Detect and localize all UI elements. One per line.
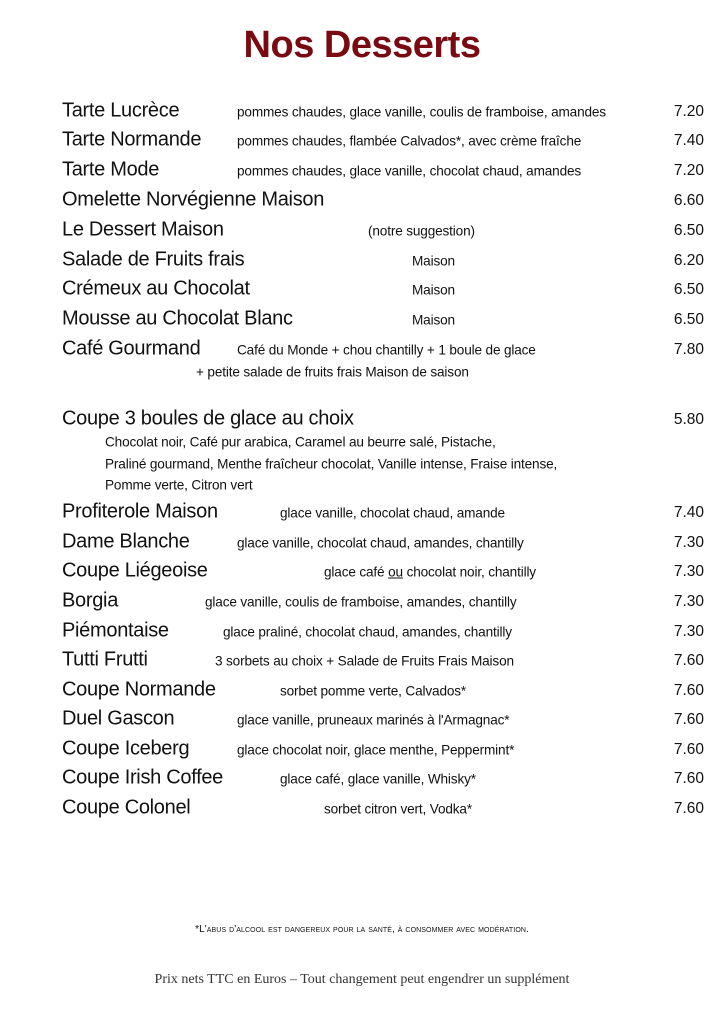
dessert-description: pommes chaudes, glace vanille, coulis de framboise, amandes [237,104,606,120]
dessert-price: 7.60 [673,770,704,787]
dessert-name: Café Gourmand [62,337,201,360]
dessert-price: 7.30 [673,623,704,640]
dessert-price: 6.50 [673,222,704,239]
dessert-description: Maison [412,253,455,269]
dessert-name: Dame Blanche [62,530,190,553]
underlined-word: ou [388,564,403,580]
dessert-subline: + petite salade de fruits frais Maison de saison [196,364,469,380]
dessert-price: 7.60 [673,652,704,669]
dessert-name: Le Dessert Maison [62,218,224,241]
dessert-name: Tarte Lucrèce [62,99,180,122]
dessert-price: 7.20 [673,103,704,120]
dessert-name: Coupe Normande [62,678,216,701]
dessert-name: Crémeux au Chocolat [62,277,250,300]
dessert-price: 6.60 [673,192,704,209]
dessert-subline: Pomme verte, Citron vert [105,477,253,493]
dessert-description: glace chocolat noir, glace menthe, Peppermint* [237,742,515,758]
dessert-price: 7.30 [673,563,704,580]
dessert-description: glace vanille, chocolat chaud, amandes, chantilly [237,535,524,551]
dessert-description [324,565,536,580]
dessert-price: 7.60 [673,682,704,699]
dessert-description: glace vanille, pruneaux marinés à l'Armagnac* [237,712,510,728]
dessert-name: Coupe Iceberg [62,737,190,760]
price-footer: Prix nets TTC en Euros – Tout changement peut engendrer un supplément [154,972,570,987]
dessert-description: pommes chaudes, glace vanille, chocolat chaud, amandes [237,163,582,179]
dessert-price: 7.40 [673,504,704,521]
dessert-price: 7.60 [673,741,704,758]
description-part: glace café [324,564,389,580]
dessert-name: Coupe 3 boules de glace au choix [62,407,354,430]
dessert-name: Coupe Irish Coffee [62,766,223,789]
dessert-description: sorbet citron vert, Vodka* [324,801,472,817]
dessert-price: 7.40 [673,132,704,149]
dessert-name: Profiterole Maison [62,500,218,523]
description-part: chocolat noir, chantilly [402,564,536,580]
dessert-name: Tarte Mode [62,158,160,181]
dessert-price: 5.80 [673,411,704,428]
dessert-name: Tarte Normande [62,128,202,151]
dessert-name: Duel Gascon [62,707,175,730]
dessert-price: 7.30 [673,534,704,551]
dessert-description: (notre suggestion) [368,223,475,239]
dessert-description: Café du Monde + chou chantilly + 1 boule de glace [237,342,536,358]
dessert-price: 6.20 [673,252,704,269]
dessert-description: sorbet pomme verte, Calvados* [280,683,467,699]
dessert-name: Coupe Liégeoise [62,559,208,582]
dessert-price: 7.30 [673,593,704,610]
dessert-description: glace praliné, chocolat chaud, amandes, chantilly [223,624,512,640]
dessert-name: Coupe Colonel [62,796,191,819]
alcohol-warning: *L'abus d'alcool est dangereux pour la santé, à consommer avec modération. [195,924,529,935]
dessert-price: 7.20 [673,162,704,179]
dessert-price: 7.60 [673,711,704,728]
dessert-description: Maison [412,312,455,328]
dessert-price: 7.80 [673,341,704,358]
dessert-description: glace vanille, coulis de framboise, amandes, chantilly [205,594,517,610]
dessert-description: pommes chaudes, flambée Calvados*, avec crème fraîche [237,133,582,149]
dessert-subline: Chocolat noir, Café pur arabica, Caramel au beurre salé, Pistache, [105,434,496,450]
dessert-price: 7.60 [673,800,704,817]
dessert-name: Salade de Fruits frais [62,248,245,271]
dessert-price: 6.50 [673,311,704,328]
dessert-subline: Praliné gourmand, Menthe fraîcheur chocolat, Vanille intense, Fraise intense, [105,456,558,472]
dessert-name: Piémontaise [62,619,169,642]
dessert-description: 3 sorbets au choix + Salade de Fruits Frais Maison [215,653,514,669]
dessert-name: Tutti Frutti [62,648,148,671]
page-title: Nos Desserts [243,24,481,66]
dessert-description: glace vanille, chocolat chaud, amande [280,505,505,521]
dessert-name: Mousse au Chocolat Blanc [62,307,293,330]
dessert-description: glace café, glace vanille, Whisky* [280,771,476,787]
dessert-name: Omelette Norvégienne Maison [62,188,325,211]
dessert-price: 6.50 [673,281,704,298]
dessert-description: Maison [412,282,455,298]
dessert-name: Borgia [62,589,119,612]
